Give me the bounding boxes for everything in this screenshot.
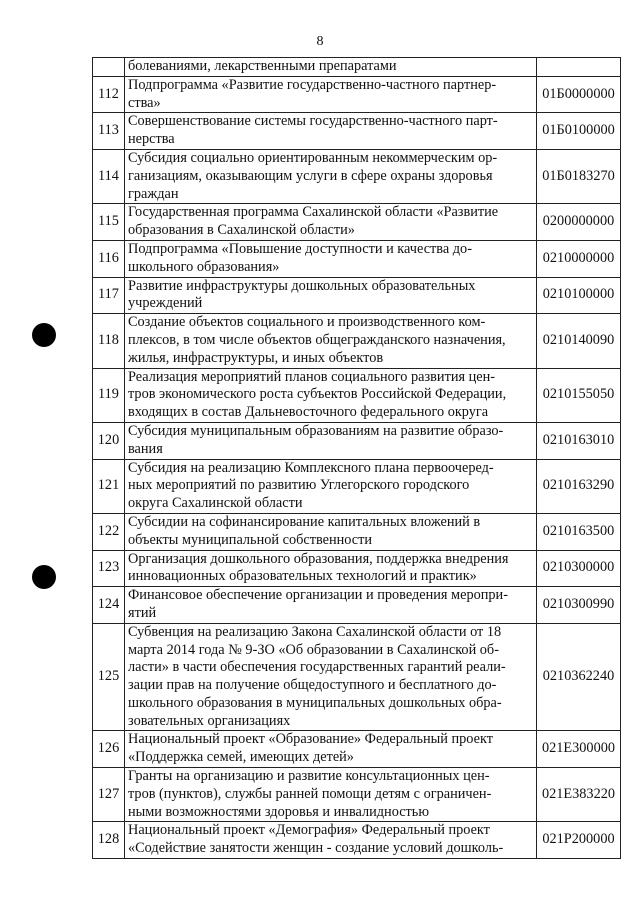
table-row — [93, 368, 621, 422]
row-description: Реализация мероприятий планов социального развития цен- тров экономического роста субъектов Российской Федерации, входящих в состав Дальневосточного федерального округа — [125, 368, 537, 422]
table-row — [93, 113, 621, 150]
table-row — [93, 513, 621, 550]
row-number: 112 — [93, 76, 125, 113]
table-row — [93, 550, 621, 587]
row-code — [537, 58, 621, 77]
row-number: 128 — [93, 822, 125, 859]
row-description: Субсидия муниципальным образованиям на развитие образо- вания — [125, 422, 537, 459]
row-description: Совершенствование системы государственно-частного парт- нерства — [125, 113, 537, 150]
row-code: 021E383220 — [537, 768, 621, 822]
row-number: 121 — [93, 459, 125, 513]
row-number: 127 — [93, 768, 125, 822]
row-number: 124 — [93, 587, 125, 624]
punch-hole-upper — [32, 323, 56, 347]
row-code: 01Б0100000 — [537, 113, 621, 150]
row-description: Государственная программа Сахалинской области «Развитие образования в Сахалинской области» — [125, 204, 537, 241]
row-code: 021P200000 — [537, 822, 621, 859]
row-code: 0210100000 — [537, 277, 621, 314]
row-description: Гранты на организацию и развитие консультационных цен- тров (пунктов), службы ранней помощи детям с ограничен- ными возможностями здоровья и инвалидностью — [125, 768, 537, 822]
row-code: 0210140090 — [537, 314, 621, 368]
table-row — [93, 58, 621, 77]
table-row — [93, 149, 621, 203]
row-description: Финансовое обеспечение организации и проведения меропри- ятий — [125, 587, 537, 624]
table-row — [93, 314, 621, 368]
row-number: 122 — [93, 513, 125, 550]
row-description: Развитие инфраструктуры дошкольных образовательных учреждений — [125, 277, 537, 314]
row-description: болеваниями, лекарственными препаратами — [125, 58, 537, 77]
table-row — [93, 587, 621, 624]
row-number: 118 — [93, 314, 125, 368]
table-row — [93, 277, 621, 314]
row-description: Национальный проект «Образование» Федеральный проект «Поддержка семей, имеющих детей» — [125, 731, 537, 768]
row-code: 0210300990 — [537, 587, 621, 624]
row-number: 115 — [93, 204, 125, 241]
row-number: 119 — [93, 368, 125, 422]
table-row — [93, 422, 621, 459]
row-code: 0210362240 — [537, 623, 621, 731]
table-row — [93, 204, 621, 241]
row-number: 113 — [93, 113, 125, 150]
row-code: 01Б0183270 — [537, 149, 621, 203]
budget-classification-table — [92, 57, 621, 859]
punch-hole-lower — [32, 565, 56, 589]
row-description: Субсидия социально ориентированным некоммерческим ор- ганизациям, оказывающим услуги в сфере охраны здоровья граждан — [125, 149, 537, 203]
row-code: 0210300000 — [537, 550, 621, 587]
row-number: 123 — [93, 550, 125, 587]
row-code: 0210155050 — [537, 368, 621, 422]
row-description: Субсидии на софинансирование капитальных вложений в объекты муниципальной собственности — [125, 513, 537, 550]
table-row — [93, 623, 621, 731]
row-number: 117 — [93, 277, 125, 314]
row-number: 120 — [93, 422, 125, 459]
table-row — [93, 731, 621, 768]
row-code: 0210163500 — [537, 513, 621, 550]
row-description: Субсидия на реализацию Комплексного плана первоочеред- ных мероприятий по развитию Углегорского городского округа Сахалинской области — [125, 459, 537, 513]
row-number: 114 — [93, 149, 125, 203]
row-number: 116 — [93, 240, 125, 277]
table-row — [93, 822, 621, 859]
row-description: Субвенция на реализацию Закона Сахалинской области от 18 марта 2014 года № 9-ЗО «Об образовании в Сахалинской об- ласти» в части обеспечения государственных гарантий реали- зации прав на получение общедоступного и бесплатного до- школьного образования в муниципальных дошкольных обра- зовательных организациях — [125, 623, 537, 731]
row-description: Создание объектов социального и производственного ком- плексов, в том числе объектов общегражданского назначения, жилья, инфраструктуры, и иных объектов — [125, 314, 537, 368]
row-number: 126 — [93, 731, 125, 768]
table-row — [93, 459, 621, 513]
row-code: 0210163010 — [537, 422, 621, 459]
row-code: 0200000000 — [537, 204, 621, 241]
row-description: Национальный проект «Демография» Федеральный проект «Содействие занятости женщин - создание условий дошколь- — [125, 822, 537, 859]
table-row — [93, 76, 621, 113]
row-number — [93, 58, 125, 77]
row-code: 0210000000 — [537, 240, 621, 277]
row-code: 021E300000 — [537, 731, 621, 768]
row-description: Подпрограмма «Развитие государственно-частного партнер- ства» — [125, 76, 537, 113]
page-number: 8 — [316, 34, 324, 49]
row-code: 0210163290 — [537, 459, 621, 513]
table-row — [93, 768, 621, 822]
row-code: 01Б0000000 — [537, 76, 621, 113]
row-description: Подпрограмма «Повышение доступности и качества до- школьного образования» — [125, 240, 537, 277]
row-description: Организация дошкольного образования, поддержка внедрения инновационных образовательных технологий и практик» — [125, 550, 537, 587]
table-row — [93, 240, 621, 277]
row-number: 125 — [93, 623, 125, 731]
